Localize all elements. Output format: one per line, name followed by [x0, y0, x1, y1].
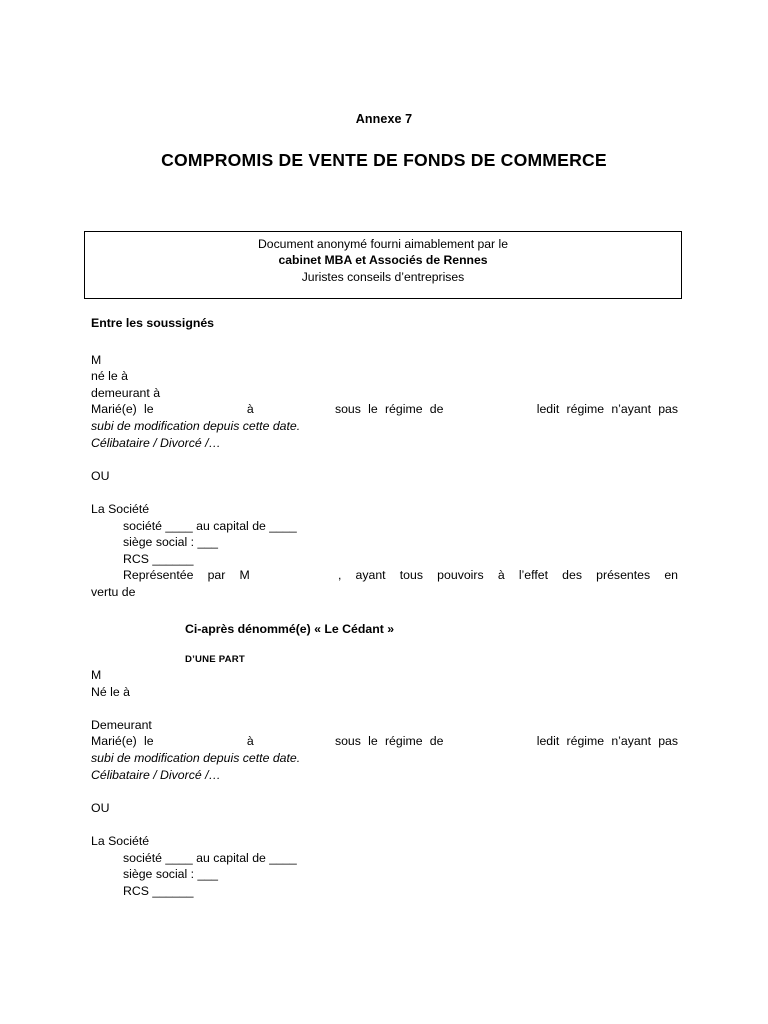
spacer [91, 601, 678, 621]
spacer [91, 816, 678, 833]
document-body [91, 315, 678, 899]
party2-marital-seg3: sous le régime de [334, 734, 444, 749]
credit-line-firm: cabinet MBA et Associés de Rennes [278, 253, 488, 268]
party1-marital-seg1: Marié(e) le [91, 402, 154, 417]
spacer [91, 700, 678, 717]
party1-marital-seg2: à [246, 402, 254, 417]
party2-marital-seg4: ledit régime n’ayant pas [536, 734, 679, 749]
heading-entre-les-soussignes: Entre les soussignés [91, 316, 215, 330]
company1-siege-line: siège social : ___ [123, 535, 219, 550]
company2-rcs-line: RCS ______ [123, 883, 194, 898]
party1-marital-line3: Célibataire / Divorcé /… [91, 435, 221, 450]
party1-marital-line2: subi de modification depuis cette date. [91, 418, 301, 433]
party1-residence-line: demeurant à [91, 385, 161, 400]
party1-birth-line: né le à [91, 369, 128, 384]
party2-marital-line3: Célibataire / Divorcé /… [91, 767, 221, 782]
party1-m-label: M [91, 352, 102, 367]
company1-rep-seg1: Représentée par M [123, 568, 250, 583]
or-separator-1: OU [91, 468, 110, 483]
party1-marital-seg3: sous le régime de [334, 402, 444, 417]
company2-heading: La Société [91, 834, 150, 849]
annexe-label: Annexe 7 [355, 112, 413, 126]
spacer [91, 637, 678, 645]
credit-line-1: Document anonymé fourni aimablement par le [258, 237, 508, 251]
denomination-cedant: Ci-après dénommé(e) « Le Cédant » [185, 621, 395, 636]
company2-societe-line: société ____ au capital de ____ [123, 850, 297, 865]
party2-marital-line2: subi de modification depuis cette date. [91, 751, 301, 766]
party1-marital-seg4: ledit régime n’ayant pas [536, 402, 679, 417]
party2-m-label: M [91, 668, 102, 683]
spacer [91, 645, 678, 653]
party2-residence-line: Demeurant [91, 717, 152, 732]
or-separator-2: OU [91, 800, 110, 815]
credit-box [84, 231, 682, 299]
company1-rep-seg2: , ayant tous pouvoirs à l’effet des présentes en [337, 568, 678, 583]
company1-societe-line: société ____ au capital de ____ [123, 518, 297, 533]
party2-marital-seg2: à [246, 734, 254, 749]
spacer [91, 783, 678, 800]
company1-vertu-line: vertu de [91, 584, 136, 599]
spacer [91, 484, 678, 501]
credit-line-3: Juristes conseils d’entreprises [301, 269, 465, 284]
spacer [91, 332, 678, 352]
company1-representative-line [91, 567, 678, 584]
party1-marital-line1 [91, 401, 678, 418]
party2-marital-seg1: Marié(e) le [91, 734, 154, 749]
company2-siege-line: siège social : ___ [123, 867, 219, 882]
part-label-dune-part: D’UNE PART [185, 654, 245, 666]
spacer [91, 451, 678, 468]
company1-rcs-line: RCS ______ [123, 551, 194, 566]
party2-birth-line: Né le à [91, 684, 130, 699]
party2-marital-line1 [91, 733, 678, 750]
company1-heading: La Société [91, 501, 150, 516]
page-title: COMPROMIS DE VENTE DE FONDS DE COMMERCE [161, 150, 607, 170]
